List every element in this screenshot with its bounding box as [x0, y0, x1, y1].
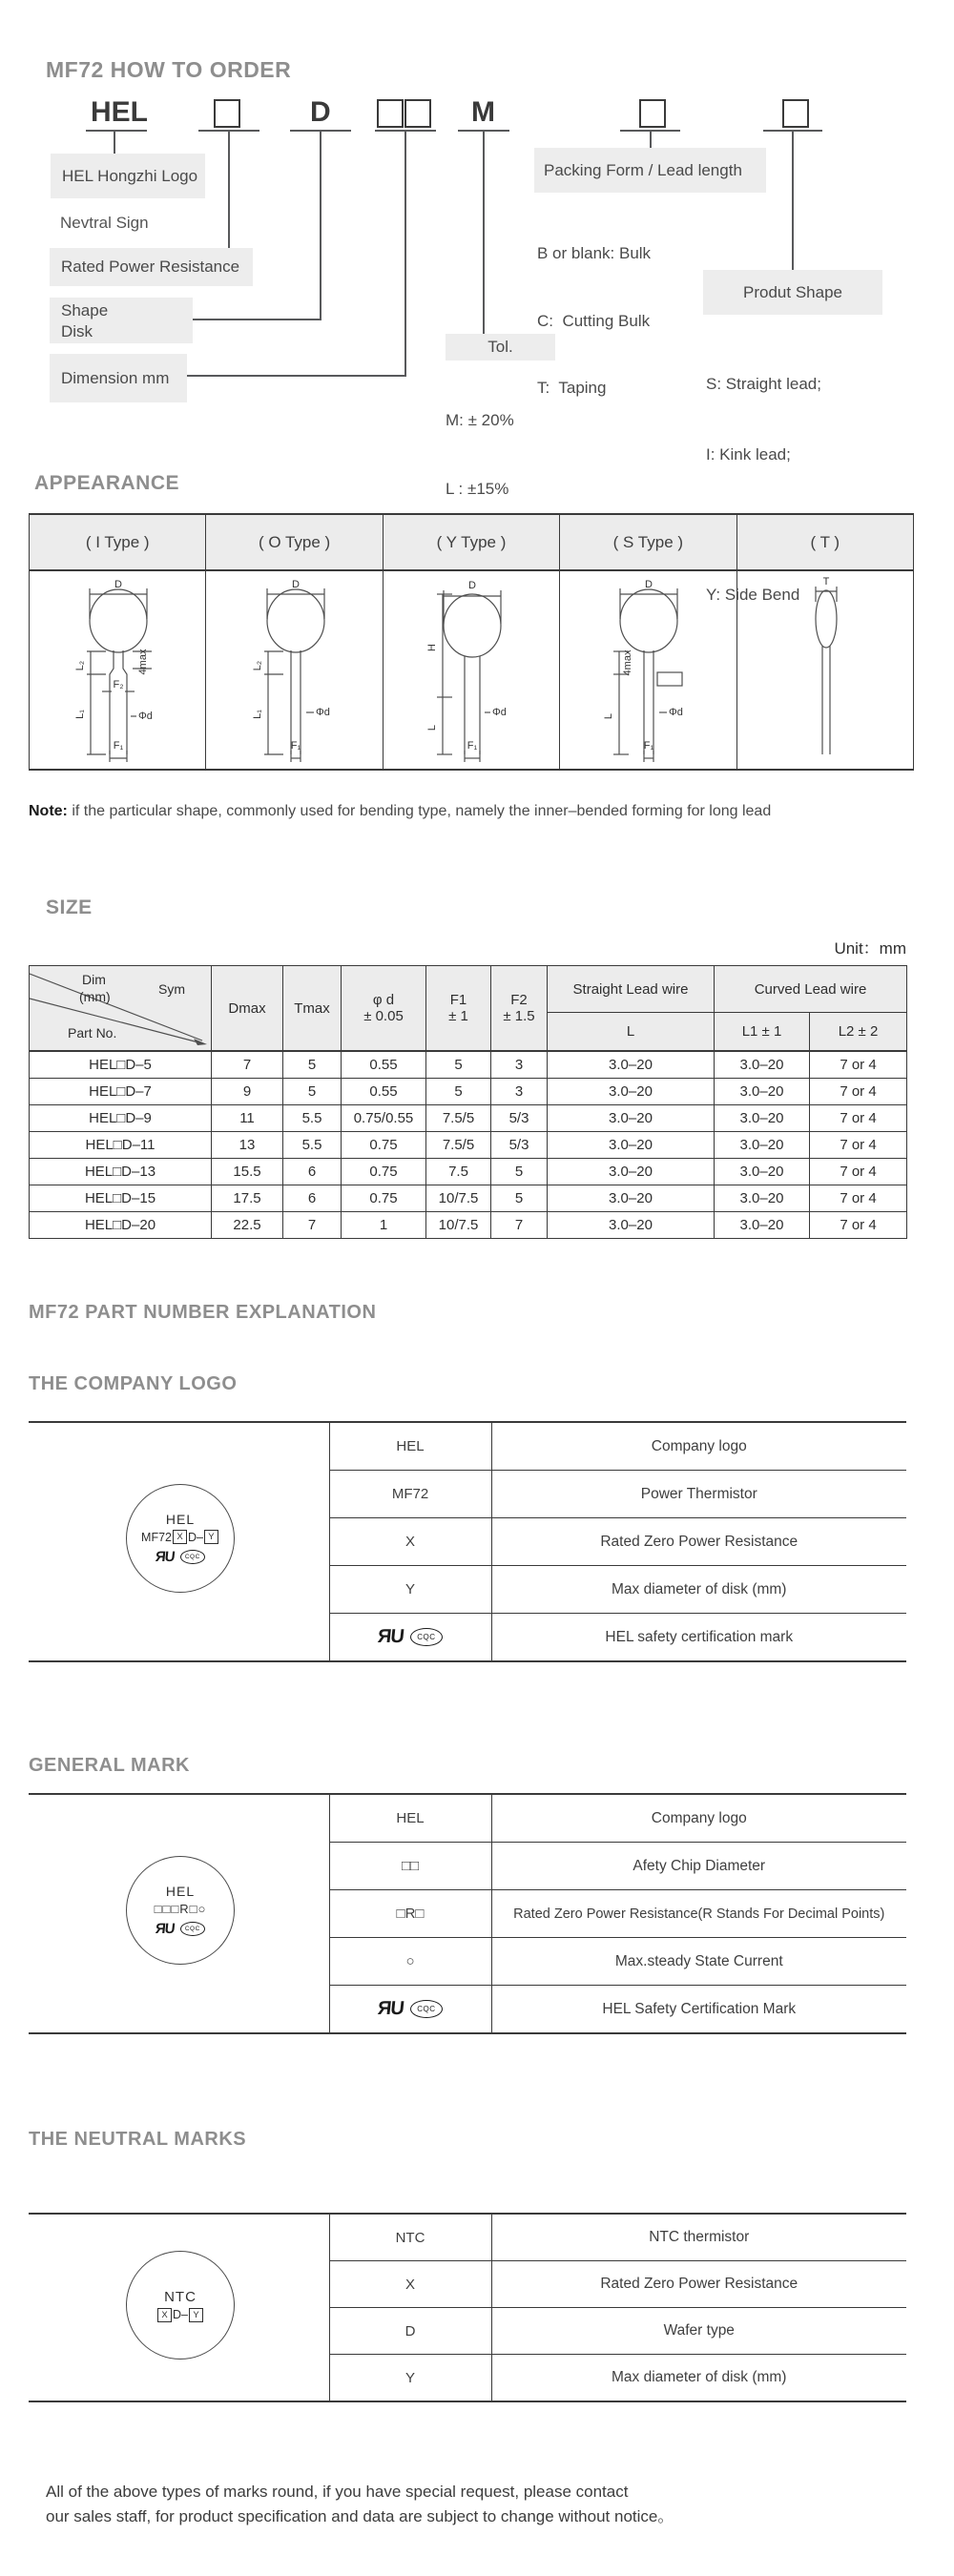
f2-cell: 5	[491, 1159, 548, 1185]
code-cell: MF72	[329, 1471, 491, 1518]
code-cell: ○	[329, 1938, 491, 1986]
label-packing-form: Packing Form / Lead length	[534, 148, 766, 193]
desc-cell: HEL safety certification mark	[491, 1614, 906, 1662]
dim-label-f1: F₁	[290, 740, 301, 752]
connector-line	[792, 132, 794, 271]
l1-cell: 3.0–20	[715, 1105, 810, 1132]
f2-cell: 3	[491, 1079, 548, 1105]
label-shape-line1: Shape	[61, 301, 109, 319]
l1-cell: 3.0–20	[715, 1051, 810, 1079]
section-title-general-mark: GENERAL MARK	[29, 1755, 190, 1776]
code-cell: X	[329, 2261, 491, 2308]
part-no-cell: HEL□D–13	[30, 1159, 212, 1185]
packing-option-t: T: Taping	[537, 379, 607, 397]
size-header-l2: L2 ± 2	[810, 1013, 907, 1051]
connector-line	[114, 132, 115, 155]
section-title-neutral-marks: THE NEUTRAL MARKS	[29, 2129, 247, 2150]
size-header-f2	[491, 966, 548, 1052]
size-header-f1-tol: ± 1	[448, 1008, 468, 1024]
o-type-diagram	[207, 573, 383, 767]
product-option-y: Y: Side Bend	[706, 585, 800, 604]
l-cell: 3.0–20	[548, 1051, 715, 1079]
label-tolerance: Tol.	[446, 334, 555, 361]
dim-label-4max: 4max	[137, 649, 150, 675]
size-header-f1	[426, 966, 491, 1052]
l2-cell: 7 or 4	[810, 1185, 907, 1212]
footer-note	[46, 2480, 674, 2529]
desc-cell: HEL Safety Certification Mark	[491, 1986, 906, 2034]
phid-cell: 0.75	[342, 1159, 426, 1185]
desc-cell: Power Thermistor	[491, 1471, 906, 1518]
certification-marks-cell	[329, 1986, 491, 2034]
l2-cell: 7 or 4	[810, 1132, 907, 1159]
tmax-cell: 5	[283, 1051, 342, 1079]
logo-line-ntc: NTC	[164, 2288, 197, 2305]
dim-label-phid: Φd	[138, 711, 154, 722]
note-text: if the particular shape, commonly used for bending type, namely the inner–bended forming for long lead	[67, 803, 772, 819]
desc-cell: Max.steady State Current	[491, 1938, 906, 1986]
connector-line	[187, 375, 406, 377]
dim-label-phid: Φd	[491, 707, 507, 718]
f1-cell: 5	[426, 1079, 491, 1105]
size-header-l1: L1 ± 1	[715, 1013, 810, 1051]
size-row	[30, 1159, 907, 1185]
y-type-diagram	[384, 573, 559, 767]
product-option-s: S: Straight lead;	[706, 375, 821, 393]
cqc-mark-icon: CQC	[410, 2000, 443, 2018]
part-no-cell: HEL□D–20	[30, 1212, 212, 1239]
part-no-cell: HEL□D–5	[30, 1051, 212, 1079]
size-unit: Unit：mm	[834, 939, 906, 958]
size-diagonal-header	[30, 966, 212, 1052]
dim-label-d: D	[645, 579, 653, 590]
f1-cell: 10/7.5	[426, 1185, 491, 1212]
phid-cell: 0.75/0.55	[342, 1105, 426, 1132]
cqc-mark-icon: CQC	[180, 1550, 205, 1564]
diagram-cell-o-type	[206, 570, 383, 770]
logo-line-code	[141, 1530, 219, 1544]
l2-cell: 7 or 4	[810, 1079, 907, 1105]
logo-line-code	[156, 2308, 204, 2322]
section-title-how-to-order: MF72 HOW TO ORDER	[46, 57, 292, 82]
l-cell: 3.0–20	[548, 1105, 715, 1132]
connector-line	[228, 132, 230, 249]
logo-code-mid: D–	[187, 1530, 203, 1544]
code-cell: Y	[329, 1566, 491, 1614]
desc-cell: Company logo	[651, 1437, 747, 1454]
diagram-cell-s-type	[560, 570, 736, 770]
f2-cell: 7	[491, 1212, 548, 1239]
cqc-mark-icon: CQC	[410, 1628, 443, 1646]
order-code-blank-3	[639, 99, 666, 128]
size-header-f1-sym: F1	[449, 992, 467, 1008]
phid-cell: 1	[342, 1212, 426, 1239]
t-type-diagram	[737, 573, 913, 767]
connector-line	[404, 132, 406, 377]
size-header-dim-unit: (mm)	[79, 989, 111, 1004]
connector-line	[193, 319, 321, 320]
f1-cell: 7.5/5	[426, 1132, 491, 1159]
logo-line-hel: HEL	[165, 1884, 196, 1899]
tmax-cell: 6	[283, 1159, 342, 1185]
note-label: Note:	[29, 803, 68, 819]
label-dimension-mm: Dimension mm	[50, 354, 187, 402]
label-shape-line2: Disk	[61, 322, 93, 340]
section-title-size: SIZE	[46, 896, 93, 918]
connector-line	[320, 132, 321, 319]
appearance-header-row	[30, 514, 914, 570]
logo-line-code: □□□R□○	[154, 1902, 207, 1916]
size-header-tmax: Tmax	[283, 966, 342, 1052]
size-header-f2-tol: ± 1.5	[503, 1008, 535, 1024]
dim-label-d: D	[291, 579, 300, 590]
l1-cell: 3.0–20	[715, 1212, 810, 1239]
diagram-cell-t-type	[736, 570, 913, 770]
logo-line-hel: HEL	[165, 1512, 196, 1527]
part-no-cell: HEL□D–11	[30, 1132, 212, 1159]
part-no-cell: HEL□D–7	[30, 1079, 212, 1105]
section-title-company-logo: THE COMPANY LOGO	[29, 1373, 238, 1394]
dim-label-4max: 4max	[622, 649, 634, 676]
tmax-cell: 7	[283, 1212, 342, 1239]
dmax-cell: 13	[212, 1132, 283, 1159]
logo-x-box: X	[157, 2308, 172, 2322]
packing-option-c: C: Cutting Bulk	[537, 311, 651, 330]
size-header-row-1	[30, 966, 907, 1013]
dim-label-f2: F₂	[113, 679, 124, 690]
appearance-diagram-row	[30, 570, 914, 770]
l2-cell: 7 or 4	[810, 1212, 907, 1239]
section-title-appearance: APPEARANCE	[34, 472, 180, 494]
l2-cell: 7 or 4	[810, 1159, 907, 1185]
code-cell: HEL	[329, 1794, 491, 1843]
logo-marks-row	[156, 1921, 205, 1937]
appearance-table	[29, 513, 914, 771]
dim-label-f1: F₁	[113, 740, 124, 752]
part-no-cell: HEL□D–15	[30, 1185, 212, 1212]
type-header-s: ( S Type )	[560, 514, 736, 570]
order-code-blank-1	[214, 99, 240, 128]
ul-mark-icon: ЯU	[155, 1549, 176, 1565]
dim-label-l: L	[425, 724, 438, 732]
dim-label-t: T	[822, 576, 830, 587]
dmax-cell: 11	[212, 1105, 283, 1132]
f1-cell: 7.5/5	[426, 1105, 491, 1132]
size-row	[30, 1212, 907, 1239]
size-header-phid	[342, 966, 426, 1052]
label-hel-hongzhi-logo: HEL Hongzhi Logo	[51, 154, 205, 198]
logo-code-mid: D–	[173, 2308, 188, 2321]
dim-label-d: D	[467, 580, 476, 591]
label-shape-disk	[50, 298, 193, 343]
code-cell: NTC	[329, 2214, 491, 2261]
l1-cell: 3.0–20	[715, 1185, 810, 1212]
f1-cell: 7.5	[426, 1159, 491, 1185]
company-logo-circle	[126, 1484, 235, 1593]
l1-cell: 3.0–20	[715, 1079, 810, 1105]
order-code-blank-4	[782, 99, 809, 128]
type-header-i: ( I Type )	[30, 514, 206, 570]
connector-line	[650, 132, 652, 149]
diagram-cell-i-type	[30, 570, 206, 770]
size-header-phid-tol: ± 0.05	[363, 1008, 404, 1024]
ul-mark-icon: ЯU	[376, 1998, 405, 2019]
dim-label-phid: Φd	[669, 707, 684, 718]
product-option-i: I: Kink lead;	[706, 444, 791, 464]
footer-line-2: our sales staff, for product specification and data are subject to change without notice。	[46, 2507, 674, 2525]
dim-label-f1: F₁	[467, 740, 478, 752]
order-code-blank-2a	[377, 99, 404, 128]
label-product-shape: Produt Shape	[703, 270, 882, 315]
order-code-d: D	[310, 96, 331, 128]
l1-cell: 3.0–20	[715, 1132, 810, 1159]
tolerance-l: L : ±15%	[446, 480, 509, 498]
f2-cell: 5	[491, 1185, 548, 1212]
ul-mark-icon: ЯU	[155, 1921, 176, 1937]
tmax-cell: 5	[283, 1079, 342, 1105]
size-row	[30, 1185, 907, 1212]
appearance-note	[29, 803, 771, 820]
table-row	[29, 1422, 906, 1471]
label-rated-power-resistance: Rated Power Resistance	[50, 248, 253, 286]
code-cell: D	[329, 2308, 491, 2355]
dim-label-l1: L₁	[251, 710, 263, 719]
type-header-o: ( O Type )	[206, 514, 383, 570]
desc-cell: Rated Zero Power Resistance	[491, 1518, 906, 1566]
code-cell: HEL	[329, 1422, 491, 1471]
packing-options	[537, 197, 651, 444]
type-header-t: ( T )	[736, 514, 913, 570]
desc-cell: Rated Zero Power Resistance	[491, 2261, 906, 2308]
size-table	[29, 965, 907, 1239]
size-header-f2-sym: F2	[510, 992, 528, 1008]
i-type-diagram	[30, 573, 205, 767]
size-header-straight: Straight Lead wire	[548, 966, 715, 1013]
f1-cell: 5	[426, 1051, 491, 1079]
phid-cell: 0.55	[342, 1079, 426, 1105]
desc-cell: Afety Chip Diameter	[491, 1843, 906, 1890]
code-cell: X	[329, 1518, 491, 1566]
size-row	[30, 1051, 907, 1079]
desc-cell: Rated Zero Power Resistance(R Stands For Decimal Points)	[491, 1890, 906, 1938]
underline	[86, 130, 147, 132]
certification-marks-cell	[329, 1614, 491, 1662]
code-cell: □R□	[329, 1890, 491, 1938]
code-cell: □□	[329, 1843, 491, 1890]
type-header-y: ( Y Type )	[383, 514, 559, 570]
size-header-phid-sym: φ d	[372, 992, 395, 1008]
logo-x-box: X	[173, 1530, 187, 1544]
l2-cell: 7 or 4	[810, 1051, 907, 1079]
logo-y-box: Y	[189, 2308, 203, 2322]
section-title-part-number: MF72 PART NUMBER EXPLANATION	[29, 1302, 377, 1323]
footer-line-1: All of the above types of marks round, if you have special request, please contact	[46, 2483, 629, 2501]
diagonal-lines	[30, 966, 209, 1047]
desc-cell: Wafer type	[491, 2308, 906, 2355]
dmax-cell: 7	[212, 1051, 283, 1079]
dim-label-l1: L₁	[74, 710, 87, 719]
l1-cell: 3.0–20	[715, 1159, 810, 1185]
neutral-marks-circle	[126, 2251, 235, 2360]
table-row	[29, 1794, 906, 1843]
dim-label-l2: L₂	[74, 660, 87, 671]
order-code-blank-2b	[404, 99, 431, 128]
phid-cell: 0.55	[342, 1051, 426, 1079]
f1-cell: 10/7.5	[426, 1212, 491, 1239]
logo-y-box: Y	[204, 1530, 218, 1544]
size-row	[30, 1105, 907, 1132]
diagram-cell-y-type	[383, 570, 559, 770]
tmax-cell: 5.5	[283, 1132, 342, 1159]
label-neutral-sign: Nevtral Sign	[60, 214, 149, 232]
dmax-cell: 22.5	[212, 1212, 283, 1239]
dim-label-l2: L₂	[251, 660, 263, 671]
cqc-mark-icon: CQC	[180, 1922, 205, 1936]
tmax-cell: 5.5	[283, 1105, 342, 1132]
phid-cell: 0.75	[342, 1132, 426, 1159]
f2-cell: 3	[491, 1051, 548, 1079]
size-header-sym: Sym	[158, 981, 185, 997]
f2-cell: 5/3	[491, 1132, 548, 1159]
l-cell: 3.0–20	[548, 1185, 715, 1212]
dim-label-f1: F₁	[644, 740, 654, 752]
logo-code-prefix: MF72	[141, 1530, 172, 1544]
packing-option-b: B or blank: Bulk	[537, 244, 652, 262]
part-no-cell: HEL□D–9	[30, 1105, 212, 1132]
size-header-curved: Curved Lead wire	[715, 966, 907, 1013]
dim-label-l: L	[603, 712, 615, 720]
desc-cell: Max diameter of disk (mm)	[491, 2355, 906, 2402]
size-row	[30, 1132, 907, 1159]
size-header-part-no: Part No.	[68, 1025, 117, 1041]
desc-cell: Max diameter of disk (mm)	[491, 1566, 906, 1614]
general-mark-circle	[126, 1856, 235, 1965]
s-type-diagram	[560, 573, 736, 767]
f2-cell: 5/3	[491, 1105, 548, 1132]
size-row	[30, 1079, 907, 1105]
dmax-cell: 9	[212, 1079, 283, 1105]
desc-cell: NTC thermistor	[649, 2229, 750, 2245]
l-cell: 3.0–20	[548, 1079, 715, 1105]
tolerance-m: M: ± 20%	[446, 411, 514, 429]
l2-cell: 7 or 4	[810, 1105, 907, 1132]
logo-marks-row	[156, 1549, 205, 1565]
l-cell: 3.0–20	[548, 1212, 715, 1239]
size-header-l: L	[548, 1013, 715, 1051]
dmax-cell: 17.5	[212, 1185, 283, 1212]
l-cell: 3.0–20	[548, 1132, 715, 1159]
desc-cell: Company logo	[651, 1809, 747, 1826]
order-code-m: M	[471, 96, 495, 128]
size-header-dim: Dim	[82, 972, 106, 987]
size-header-dmax: Dmax	[212, 966, 283, 1052]
order-code-hel: HEL	[91, 96, 148, 128]
code-cell: Y	[329, 2355, 491, 2402]
dmax-cell: 15.5	[212, 1159, 283, 1185]
dim-label-h: H	[425, 644, 438, 651]
tmax-cell: 6	[283, 1185, 342, 1212]
connector-line	[483, 132, 485, 334]
phid-cell: 0.75	[342, 1185, 426, 1212]
dim-label-phid: Φd	[315, 707, 330, 718]
ul-mark-icon: ЯU	[376, 1626, 405, 1647]
dim-label-d: D	[114, 579, 123, 590]
l-cell: 3.0–20	[548, 1159, 715, 1185]
